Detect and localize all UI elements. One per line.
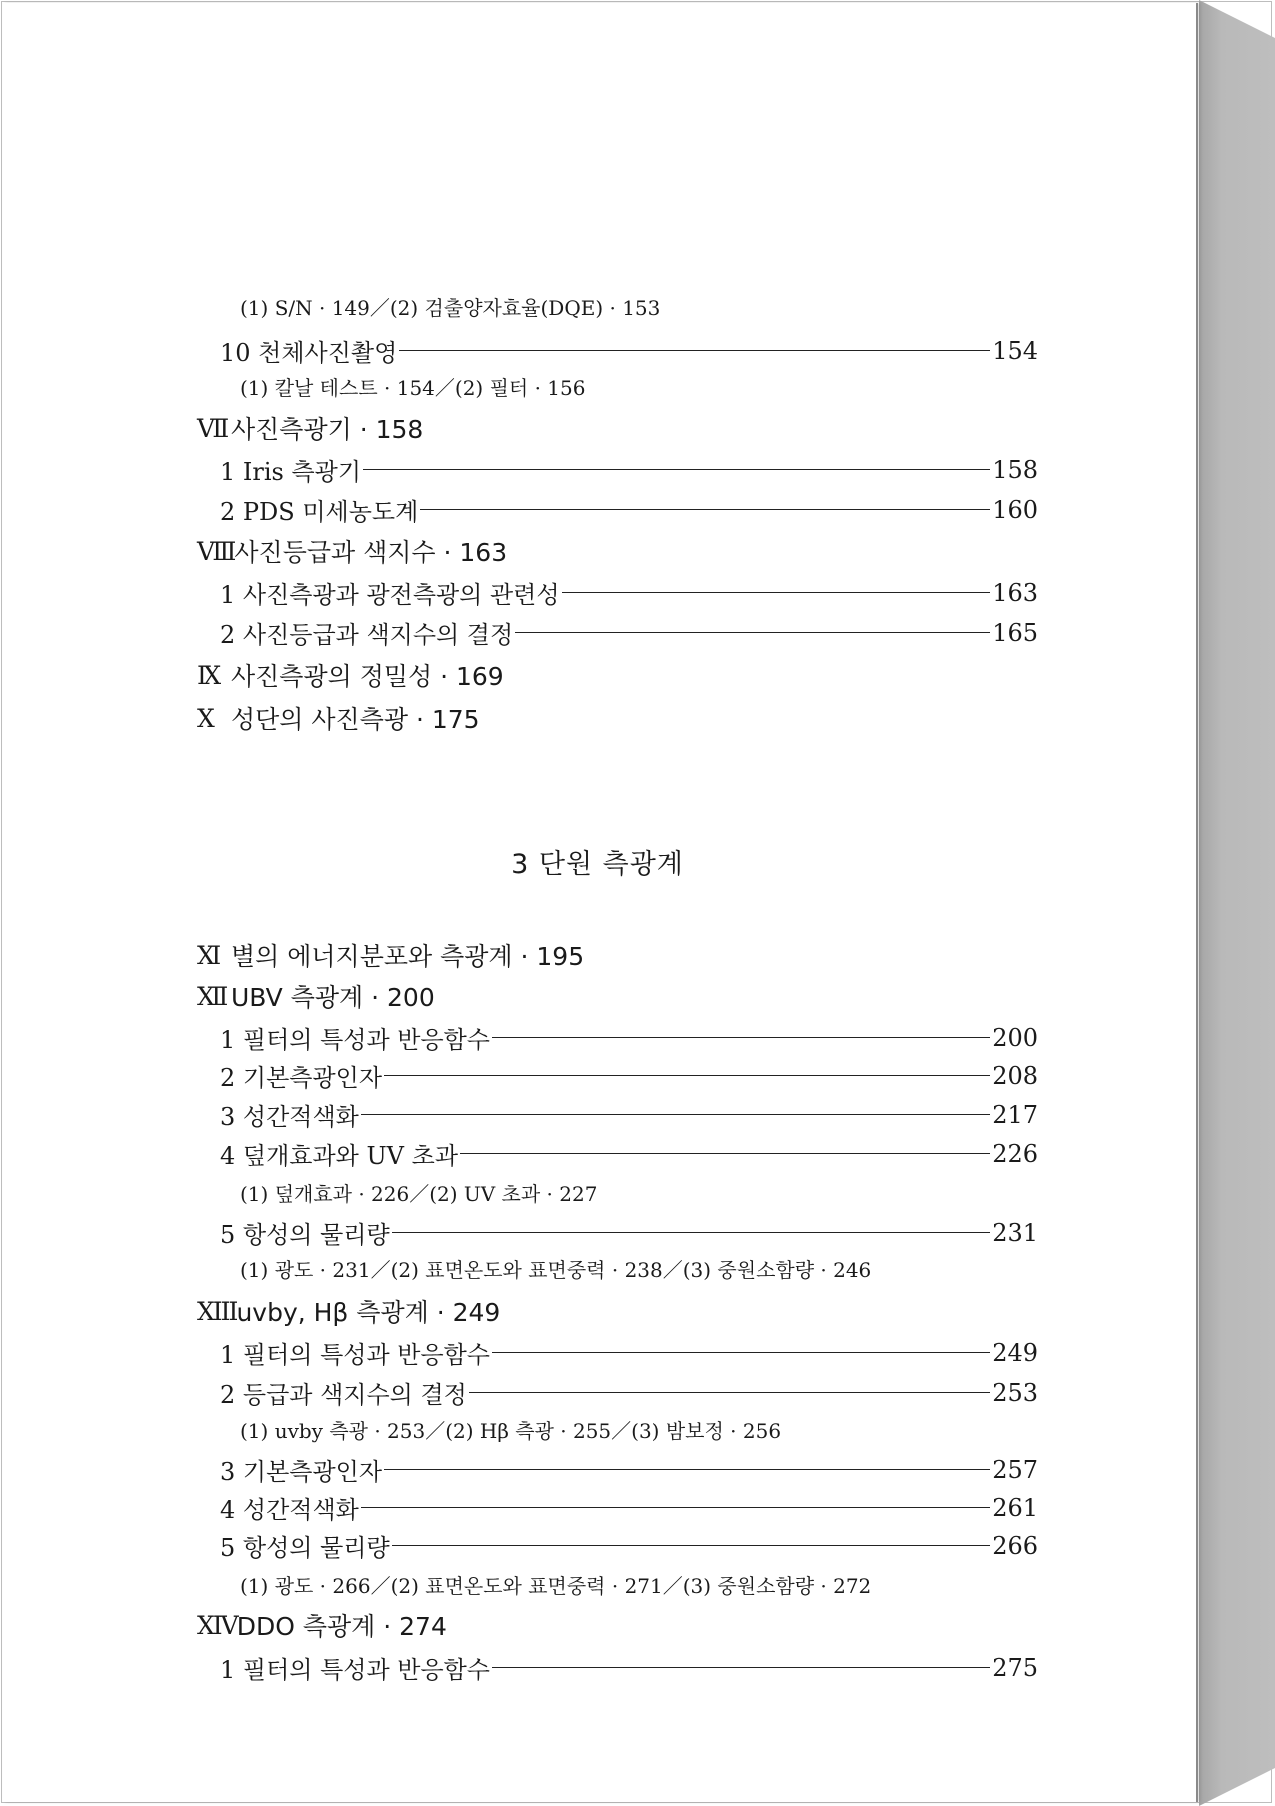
toc-section: 1 사진측광과 광전측광의 관련성 163 [220, 578, 1038, 609]
dot-leader [515, 632, 990, 633]
toc-subsection: (1) 광도 · 231／(2) 표면온도와 표면중력 · 238／(3) 중원소함량 · 246 [240, 1258, 872, 1282]
dot-leader [492, 1667, 990, 1668]
toc-section: 4 성간적색화 261 [220, 1493, 1038, 1524]
dot-leader [469, 1392, 990, 1393]
dot-leader [361, 1114, 990, 1115]
toc-chapter: Ⅻ UBV 측광계 · 200 [197, 981, 435, 1012]
toc-chapter: Ⅸ 사진측광의 정밀성 · 169 [197, 660, 504, 691]
toc-subsection: (1) 광도 · 266／(2) 표면온도와 표면중력 · 271／(3) 중원소함량 · 272 [240, 1574, 872, 1598]
toc-subsection: (1) 덮개효과 · 226／(2) UV 초과 · 227 [240, 1182, 598, 1206]
dot-leader [562, 592, 991, 593]
toc-chapter: XIII uvby, Hβ 측광계 · 249 [197, 1296, 501, 1327]
toc-section: 2 등급과 색지수의 결정 253 [220, 1378, 1038, 1409]
dot-leader [384, 1075, 990, 1076]
dot-leader [361, 1507, 990, 1508]
toc-section: 10 천체사진촬영 154 [220, 336, 1038, 367]
toc-chapter: Ⅶ 사진측광기 · 158 [197, 413, 424, 444]
dot-leader [399, 350, 990, 351]
toc-section: 1 필터의 특성과 반응함수 275 [220, 1653, 1038, 1684]
toc-chapter: XIV DDO 측광계 · 274 [197, 1610, 447, 1641]
toc-subsection: (1) S/N · 149／(2) 검출양자효율(DQE) · 153 [240, 296, 661, 320]
toc-subsection: (1) uvby 측광 · 253／(2) Hβ 측광 · 255／(3) 밤보정 · 256 [240, 1419, 782, 1443]
toc-section: 1 필터의 특성과 반응함수 200 [220, 1023, 1038, 1054]
toc-section: 5 항성의 물리량 266 [220, 1531, 1038, 1562]
toc-section: 2 사진등급과 색지수의 결정 165 [220, 618, 1038, 649]
dot-leader [363, 469, 990, 470]
dot-leader [460, 1153, 990, 1154]
toc-chapter: Ⅹ 성단의 사진측광 · 175 [197, 703, 480, 734]
toc-section: 1 필터의 특성과 반응함수 249 [220, 1338, 1038, 1369]
unit-heading: 3 단원 측광계 [511, 849, 684, 880]
toc-section: 4 덮개효과와 UV 초과 226 [220, 1139, 1038, 1170]
dot-leader [392, 1232, 991, 1233]
dot-leader [384, 1469, 990, 1470]
toc-chapter: Ⅺ 별의 에너지분포와 측광계 · 195 [197, 940, 585, 971]
dot-leader [392, 1545, 991, 1546]
toc-chapter: Ⅷ 사진등급과 색지수 · 163 [197, 536, 508, 567]
toc-section: 5 항성의 물리량 231 [220, 1218, 1038, 1249]
toc-section: 2 PDS 미세농도계 160 [220, 495, 1038, 526]
toc-subsection: (1) 칼날 테스트 · 154／(2) 필터 · 156 [240, 376, 586, 400]
toc-section: 1 Iris 측광기 158 [220, 455, 1038, 486]
dot-leader [420, 509, 990, 510]
dot-leader [492, 1352, 990, 1353]
toc-section: 3 기본측광인자 257 [220, 1455, 1038, 1486]
toc-section: 3 성간적색화 217 [220, 1100, 1038, 1131]
dot-leader [492, 1037, 990, 1038]
toc-section: 2 기본측광인자 208 [220, 1061, 1038, 1092]
book-spine-edge [1199, 0, 1275, 1806]
